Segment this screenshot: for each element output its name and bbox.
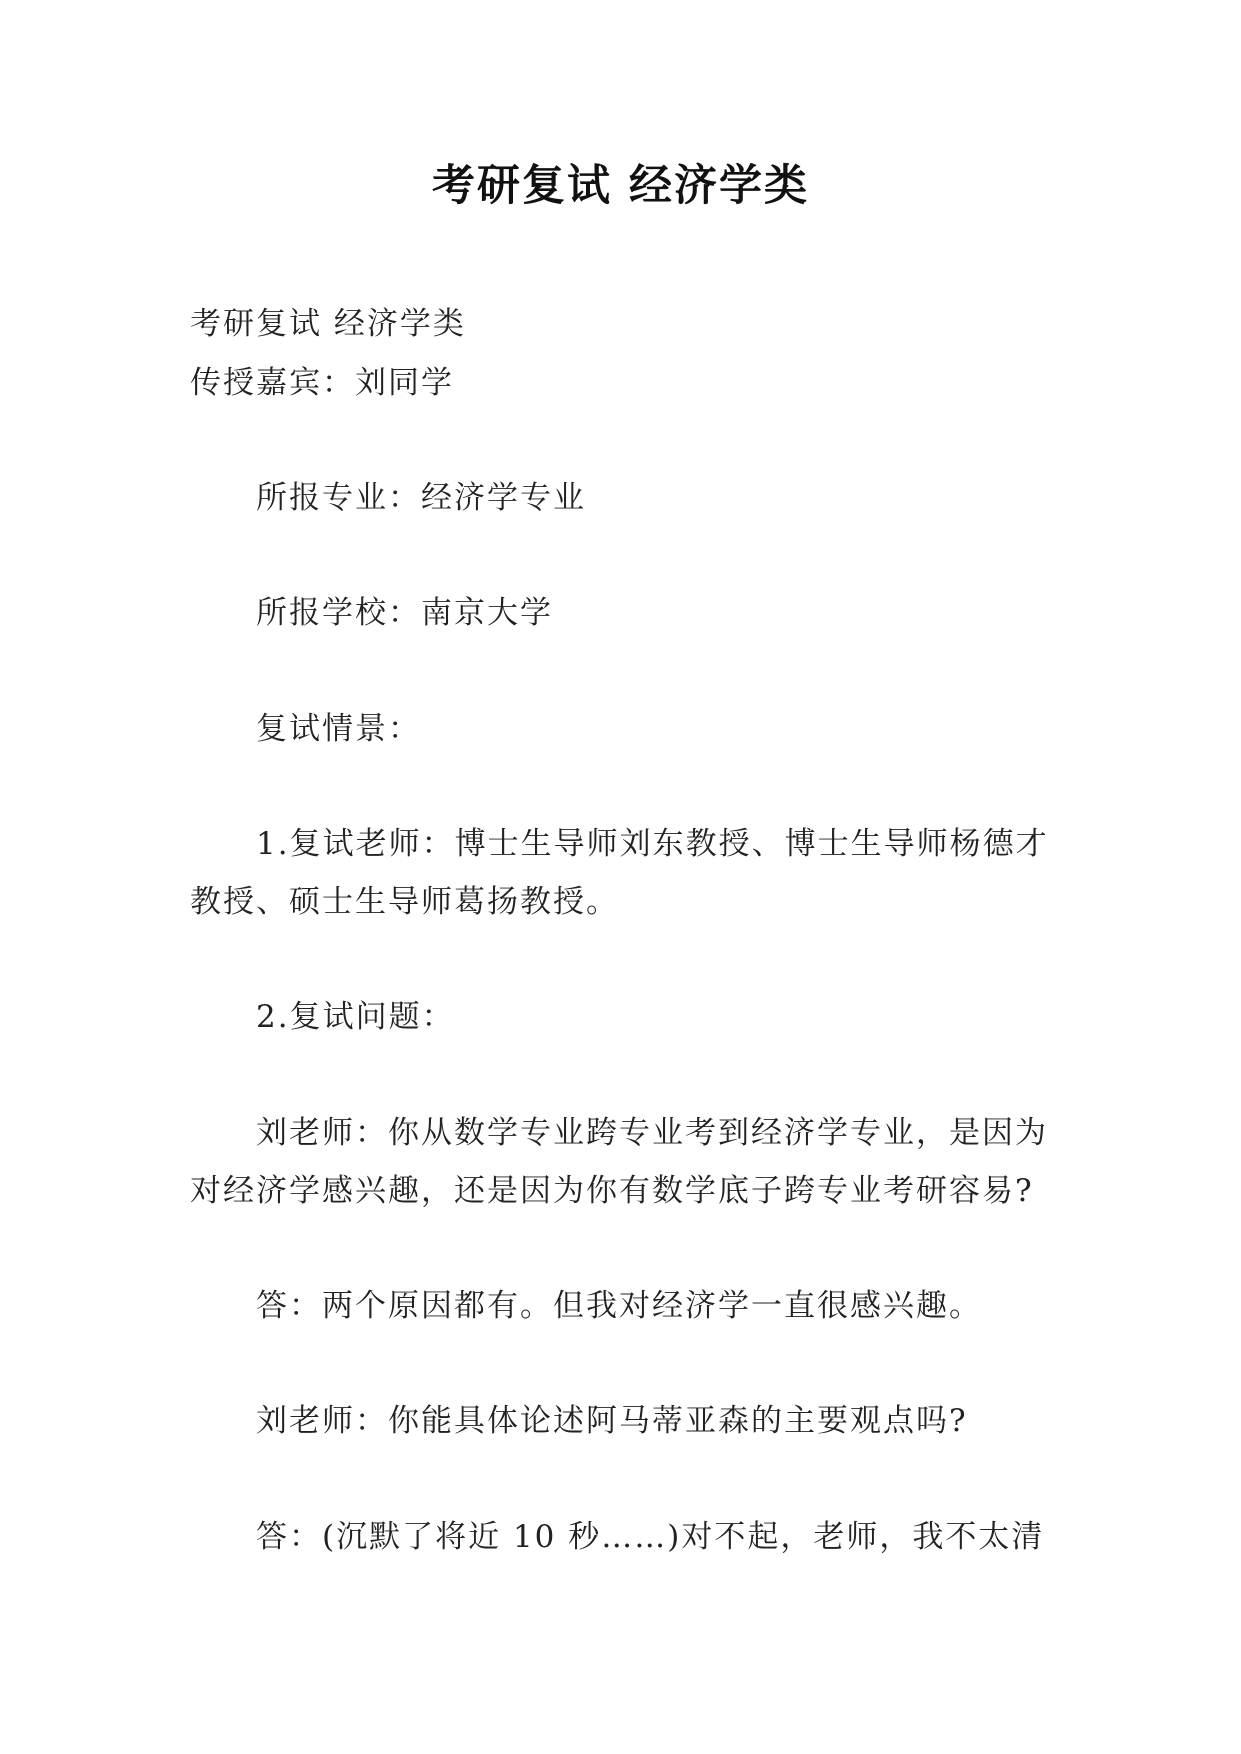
body-line-guest: 传授嘉宾：刘同学 [190, 365, 454, 401]
body-line-teachers-cont: 教授、硕士生导师葛扬教授。 [190, 884, 619, 920]
body-line-scenario: 复试情景： [256, 711, 421, 747]
body-line-answer-2: 答：(沉默了将近 10 秒……)对不起，老师，我不太清 [256, 1519, 1045, 1555]
document-title: 考研复试 经济学类 [432, 161, 809, 211]
body-line-answer-1: 答：两个原因都有。但我对经济学一直很感兴趣。 [256, 1288, 982, 1324]
body-line-teachers: 1.复试老师：博士生导师刘东教授、博士生导师杨德才 [256, 826, 1049, 862]
body-line-subtitle: 考研复试 经济学类 [190, 306, 466, 342]
body-line-school: 所报学校：南京大学 [256, 595, 553, 631]
body-line-question-1-cont: 对经济学感兴趣，还是因为你有数学底子跨专业考研容易? [190, 1173, 1034, 1209]
body-line-question-1: 刘老师：你从数学专业跨专业考到经济学专业，是因为 [256, 1115, 1048, 1151]
body-line-major: 所报专业：经济学专业 [256, 480, 586, 516]
body-line-question-2: 刘老师：你能具体论述阿马蒂亚森的主要观点吗? [256, 1403, 968, 1439]
body-line-questions: 2.复试问题： [256, 999, 455, 1035]
